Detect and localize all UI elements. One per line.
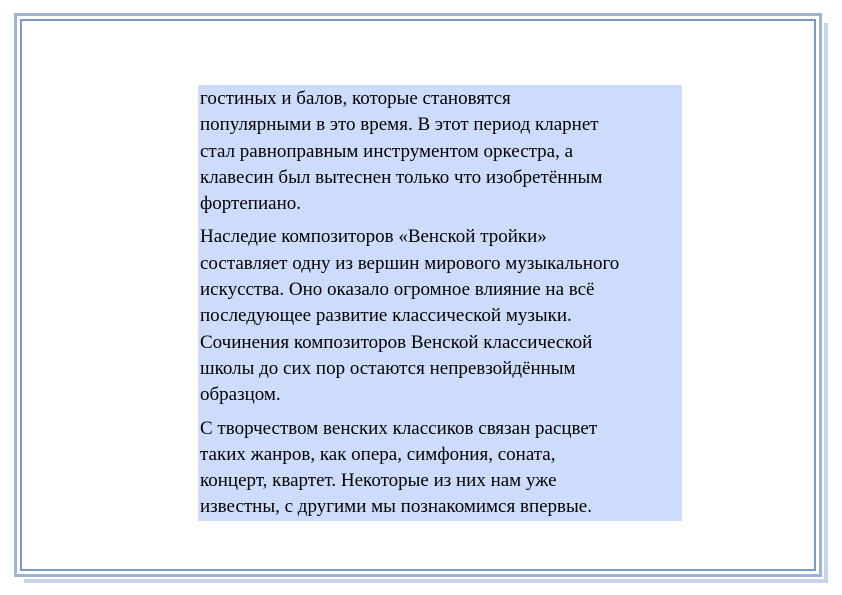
paragraph-3: С творчеством венских классиков связан расцвет таких жанров, как опера, симфония, соната, концерт, квартет. Некоторые из них нам уже известны, с другими мы познакомимся впервые. — [200, 417, 598, 518]
paragraph-1: гостиных и балов, которые становятся популярными в это время. В этот период кларнет стал равноправным инструментом оркестра, а клавесин был вытеснен только что изобретённым фортепиано. — [200, 88, 603, 215]
text-box — [198, 85, 682, 521]
paragraph-2: Наследие композиторов «Венской тройки» составляет одну из вершин мирового музыкального искусства. Оно оказало огромное влияние на всё последующее развитие классической музыки. Сочинения композиторов Венской классической школы до сих пор остаются непревзойдённым образцом. — [200, 226, 620, 406]
